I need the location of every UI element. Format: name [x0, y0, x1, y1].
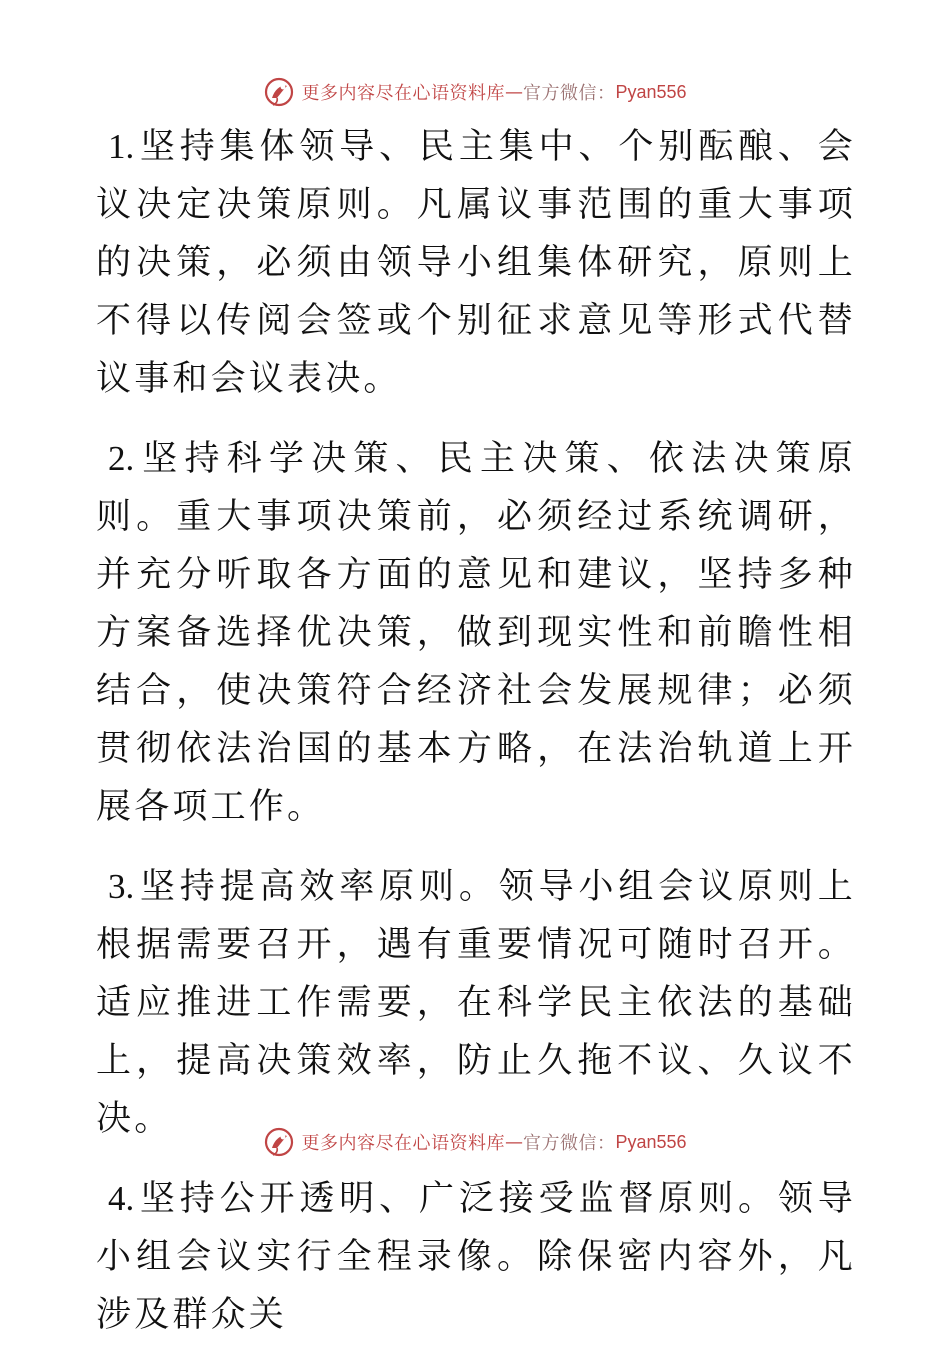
paragraph-number: 3. [108, 867, 135, 906]
paragraph-4 [96, 1170, 856, 1344]
paragraph-2 [96, 430, 856, 836]
watermark-dash: — [504, 81, 523, 103]
watermark-label: 官方微信： [522, 1133, 616, 1154]
paragraph-1 [96, 118, 856, 408]
header-watermark [0, 72, 950, 112]
rose-logo-icon [263, 1126, 295, 1158]
paragraph-number: 4. [108, 1179, 135, 1218]
watermark-dash: — [504, 1131, 523, 1153]
rose-logo-icon [263, 76, 295, 108]
paragraph-3 [96, 858, 856, 1148]
watermark-label: 官方微信： [522, 83, 616, 104]
watermark-id: Pyan556 [615, 81, 687, 102]
watermark-id: Pyan556 [615, 1131, 687, 1152]
footer-watermark [0, 1122, 950, 1162]
paragraph-text: 坚持科学决策、民主决策、依法决策原则。重大事项决策前，必须经过系统调研，并充分听取各方面的意见和建议，坚持多种方案备选择优决策，做到现实性和前瞻性相结合，使决策符合经济社会发展规律；必须贯彻依法治国的基本方略，在法治轨道上开展各项工作。 [96, 439, 856, 827]
paragraph-text: 坚持集体领导、民主集中、个别酝酿、会议决定决策原则。凡属议事范围的重大事项的决策，必须由领导小组集体研究，原则上不得以传阅会签或个别征求意见等形式代替议事和会议表决。 [96, 127, 856, 399]
paragraph-text: 坚持提高效率原则。领导小组会议原则上根据需要召开，遇有重要情况可随时召开。适应推进工作需要，在科学民主依法的基础上，提高决策效率，防止久拖不议、久议不决。 [96, 867, 856, 1139]
paragraph-text: 坚持公开透明、广泛接受监督原则。领导小组会议实行全程录像。除保密内容外，凡涉及群众关 [96, 1179, 856, 1335]
watermark-text: 更多内容尽在心语资料库 [301, 1133, 505, 1154]
paragraph-number: 1. [108, 127, 135, 166]
document-body [96, 118, 856, 1366]
watermark-text: 更多内容尽在心语资料库 [301, 83, 505, 104]
paragraph-number: 2. [108, 439, 135, 478]
